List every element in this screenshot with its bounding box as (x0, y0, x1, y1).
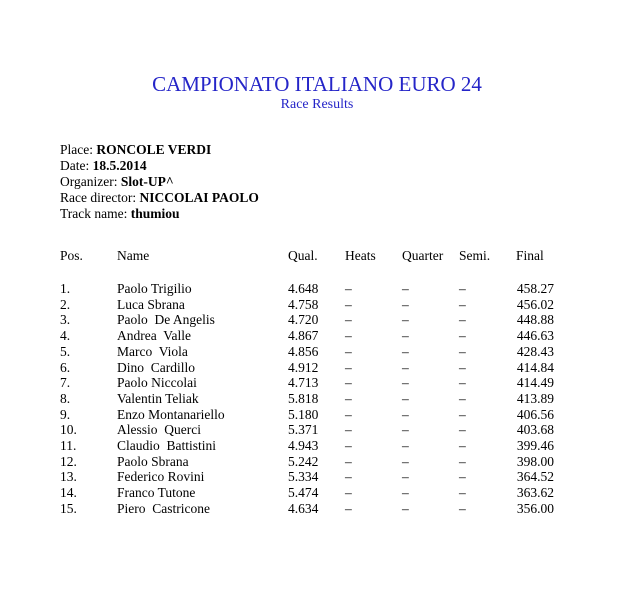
header-heats: Heats (345, 248, 376, 263)
cell-qual: 5.334 (288, 469, 319, 485)
table-row (0, 438, 640, 454)
cell-semi: – (459, 469, 466, 485)
cell-heats: – (345, 500, 352, 516)
cell-pos: 7. (60, 375, 71, 391)
place-value: RONCOLE VERDI (96, 142, 212, 157)
cell-name: Valentin Teliak (117, 390, 199, 406)
cell-qual: 5.180 (288, 406, 319, 422)
cell-name: Enzo Montanariello (117, 406, 225, 422)
header-final: Final (516, 248, 544, 263)
cell-quarter: – (402, 469, 409, 485)
cell-final: 406.56 (516, 406, 554, 422)
cell-heats: – (345, 296, 352, 312)
date-label: Date: (60, 158, 90, 173)
cell-heats: – (345, 406, 352, 422)
cell-name: Paolo Niccolai (117, 375, 197, 391)
header-name: Name (117, 248, 150, 263)
cell-final: 363.62 (516, 485, 554, 501)
page-title: CAMPIONATO ITALIANO EURO 24 (152, 72, 482, 96)
results-header (0, 248, 640, 264)
director-line (60, 190, 259, 206)
organizer-label: Organizer: (60, 174, 118, 189)
cell-pos: 11. (60, 438, 77, 453)
cell-qual: 4.634 (288, 500, 319, 516)
organizer-line (60, 174, 259, 190)
cell-semi: – (459, 390, 466, 406)
cell-final: 413.89 (516, 390, 554, 406)
table-row (0, 281, 640, 297)
header-quarter: Quarter (402, 248, 444, 263)
cell-heats: – (345, 312, 352, 328)
cell-heats: – (345, 343, 352, 359)
cell-final: 448.88 (516, 312, 554, 328)
cell-qual: 4.912 (288, 359, 319, 375)
cell-final: 458.27 (516, 281, 554, 296)
table-row (0, 297, 640, 313)
cell-quarter: – (402, 312, 409, 328)
cell-pos: 5. (60, 343, 71, 359)
cell-qual: 4.758 (288, 296, 319, 312)
cell-quarter: – (402, 485, 409, 501)
cell-pos: 1. (60, 281, 71, 296)
cell-semi: – (459, 453, 466, 469)
cell-quarter: – (402, 281, 409, 296)
table-row (0, 469, 640, 485)
cell-name: Alessio Querci (117, 422, 201, 438)
cell-pos: 8. (60, 390, 71, 406)
cell-qual: 4.648 (288, 281, 319, 296)
cell-qual: 4.720 (288, 312, 319, 328)
cell-final: 414.49 (516, 375, 554, 391)
cell-semi: – (459, 343, 466, 359)
cell-final: 456.02 (516, 296, 554, 312)
cell-name: Luca Sbrana (117, 296, 185, 312)
track-value: thumiou (130, 206, 180, 221)
cell-pos: 6. (60, 359, 71, 375)
cell-heats: – (345, 422, 352, 438)
cell-quarter: – (402, 328, 409, 344)
cell-heats: – (345, 453, 352, 469)
cell-heats: – (345, 328, 352, 344)
cell-qual: 5.818 (288, 390, 319, 406)
header-semi: Semi. (459, 248, 491, 263)
cell-semi: – (459, 500, 466, 516)
cell-semi: – (459, 375, 466, 391)
cell-heats: – (345, 469, 352, 485)
cell-qual: 5.474 (288, 485, 319, 501)
header-qual: Qual. (288, 248, 318, 263)
cell-quarter: – (402, 500, 409, 516)
cell-semi: – (459, 328, 466, 344)
cell-name: Andrea Valle (117, 328, 191, 344)
cell-semi: – (459, 485, 466, 501)
cell-final: 414.84 (516, 359, 554, 375)
cell-name: Dino Cardillo (117, 359, 195, 375)
table-row (0, 328, 640, 344)
table-row (0, 344, 640, 360)
cell-name: Paolo Sbrana (117, 453, 189, 469)
cell-qual: 4.713 (288, 375, 319, 391)
cell-pos: 10. (60, 422, 77, 438)
cell-quarter: – (402, 343, 409, 359)
cell-heats: – (345, 390, 352, 406)
cell-pos: 12. (60, 453, 77, 469)
cell-name: Piero Castricone (117, 500, 210, 516)
cell-pos: 9. (60, 406, 71, 422)
cell-qual: 4.856 (288, 343, 319, 359)
cell-quarter: – (402, 390, 409, 406)
cell-pos: 3. (60, 312, 71, 328)
table-row (0, 485, 640, 501)
cell-semi: – (459, 438, 466, 453)
cell-final: 364.52 (516, 469, 554, 485)
page-subtitle: Race Results (280, 97, 354, 112)
cell-qual: 4.943 (288, 438, 319, 453)
cell-semi: – (459, 359, 466, 375)
cell-pos: 2. (60, 296, 71, 312)
table-row (0, 454, 640, 470)
cell-final: 356.00 (516, 500, 554, 516)
director-label: Race director: (60, 190, 137, 205)
table-row (0, 391, 640, 407)
cell-pos: 15. (60, 500, 77, 516)
cell-semi: – (459, 422, 466, 438)
organizer-value: Slot-UP^ (120, 174, 174, 189)
cell-name: Claudio Battistini (117, 438, 217, 453)
cell-heats: – (345, 485, 352, 501)
date-line (60, 158, 259, 174)
cell-qual: 5.371 (288, 422, 319, 438)
table-row (0, 407, 640, 423)
cell-semi: – (459, 406, 466, 422)
race-info (60, 142, 259, 222)
table-row (0, 375, 640, 391)
cell-final: 399.46 (516, 438, 554, 453)
cell-pos: 13. (60, 469, 77, 485)
director-value: NICCOLAI PAOLO (139, 190, 259, 205)
track-label: Track name: (60, 206, 128, 221)
place-line (60, 142, 259, 158)
cell-quarter: – (402, 438, 409, 453)
cell-name: Paolo Trigilio (117, 281, 192, 296)
cell-final: 446.63 (516, 328, 554, 344)
table-row (0, 360, 640, 376)
cell-name: Franco Tutone (117, 485, 196, 501)
cell-heats: – (345, 359, 352, 375)
cell-final: 398.00 (516, 453, 554, 469)
cell-quarter: – (402, 406, 409, 422)
cell-heats: – (345, 438, 352, 453)
cell-quarter: – (402, 422, 409, 438)
cell-pos: 14. (60, 485, 77, 501)
cell-semi: – (459, 312, 466, 328)
cell-qual: 5.242 (288, 453, 319, 469)
cell-heats: – (345, 281, 352, 296)
cell-semi: – (459, 281, 466, 296)
cell-quarter: – (402, 453, 409, 469)
table-row (0, 501, 640, 517)
header-pos: Pos. (60, 248, 83, 263)
cell-quarter: – (402, 296, 409, 312)
place-label: Place: (60, 142, 93, 157)
track-line (60, 206, 259, 222)
cell-pos: 4. (60, 328, 71, 344)
cell-quarter: – (402, 375, 409, 391)
cell-heats: – (345, 375, 352, 391)
cell-final: 428.43 (516, 343, 554, 359)
cell-semi: – (459, 296, 466, 312)
cell-quarter: – (402, 359, 409, 375)
cell-name: Paolo De Angelis (117, 312, 215, 328)
cell-final: 403.68 (516, 422, 554, 438)
cell-qual: 4.867 (288, 328, 319, 344)
table-row (0, 312, 640, 328)
table-row (0, 422, 640, 438)
cell-name: Federico Rovini (117, 469, 205, 485)
date-value: 18.5.2014 (92, 158, 147, 173)
cell-name: Marco Viola (117, 343, 188, 359)
